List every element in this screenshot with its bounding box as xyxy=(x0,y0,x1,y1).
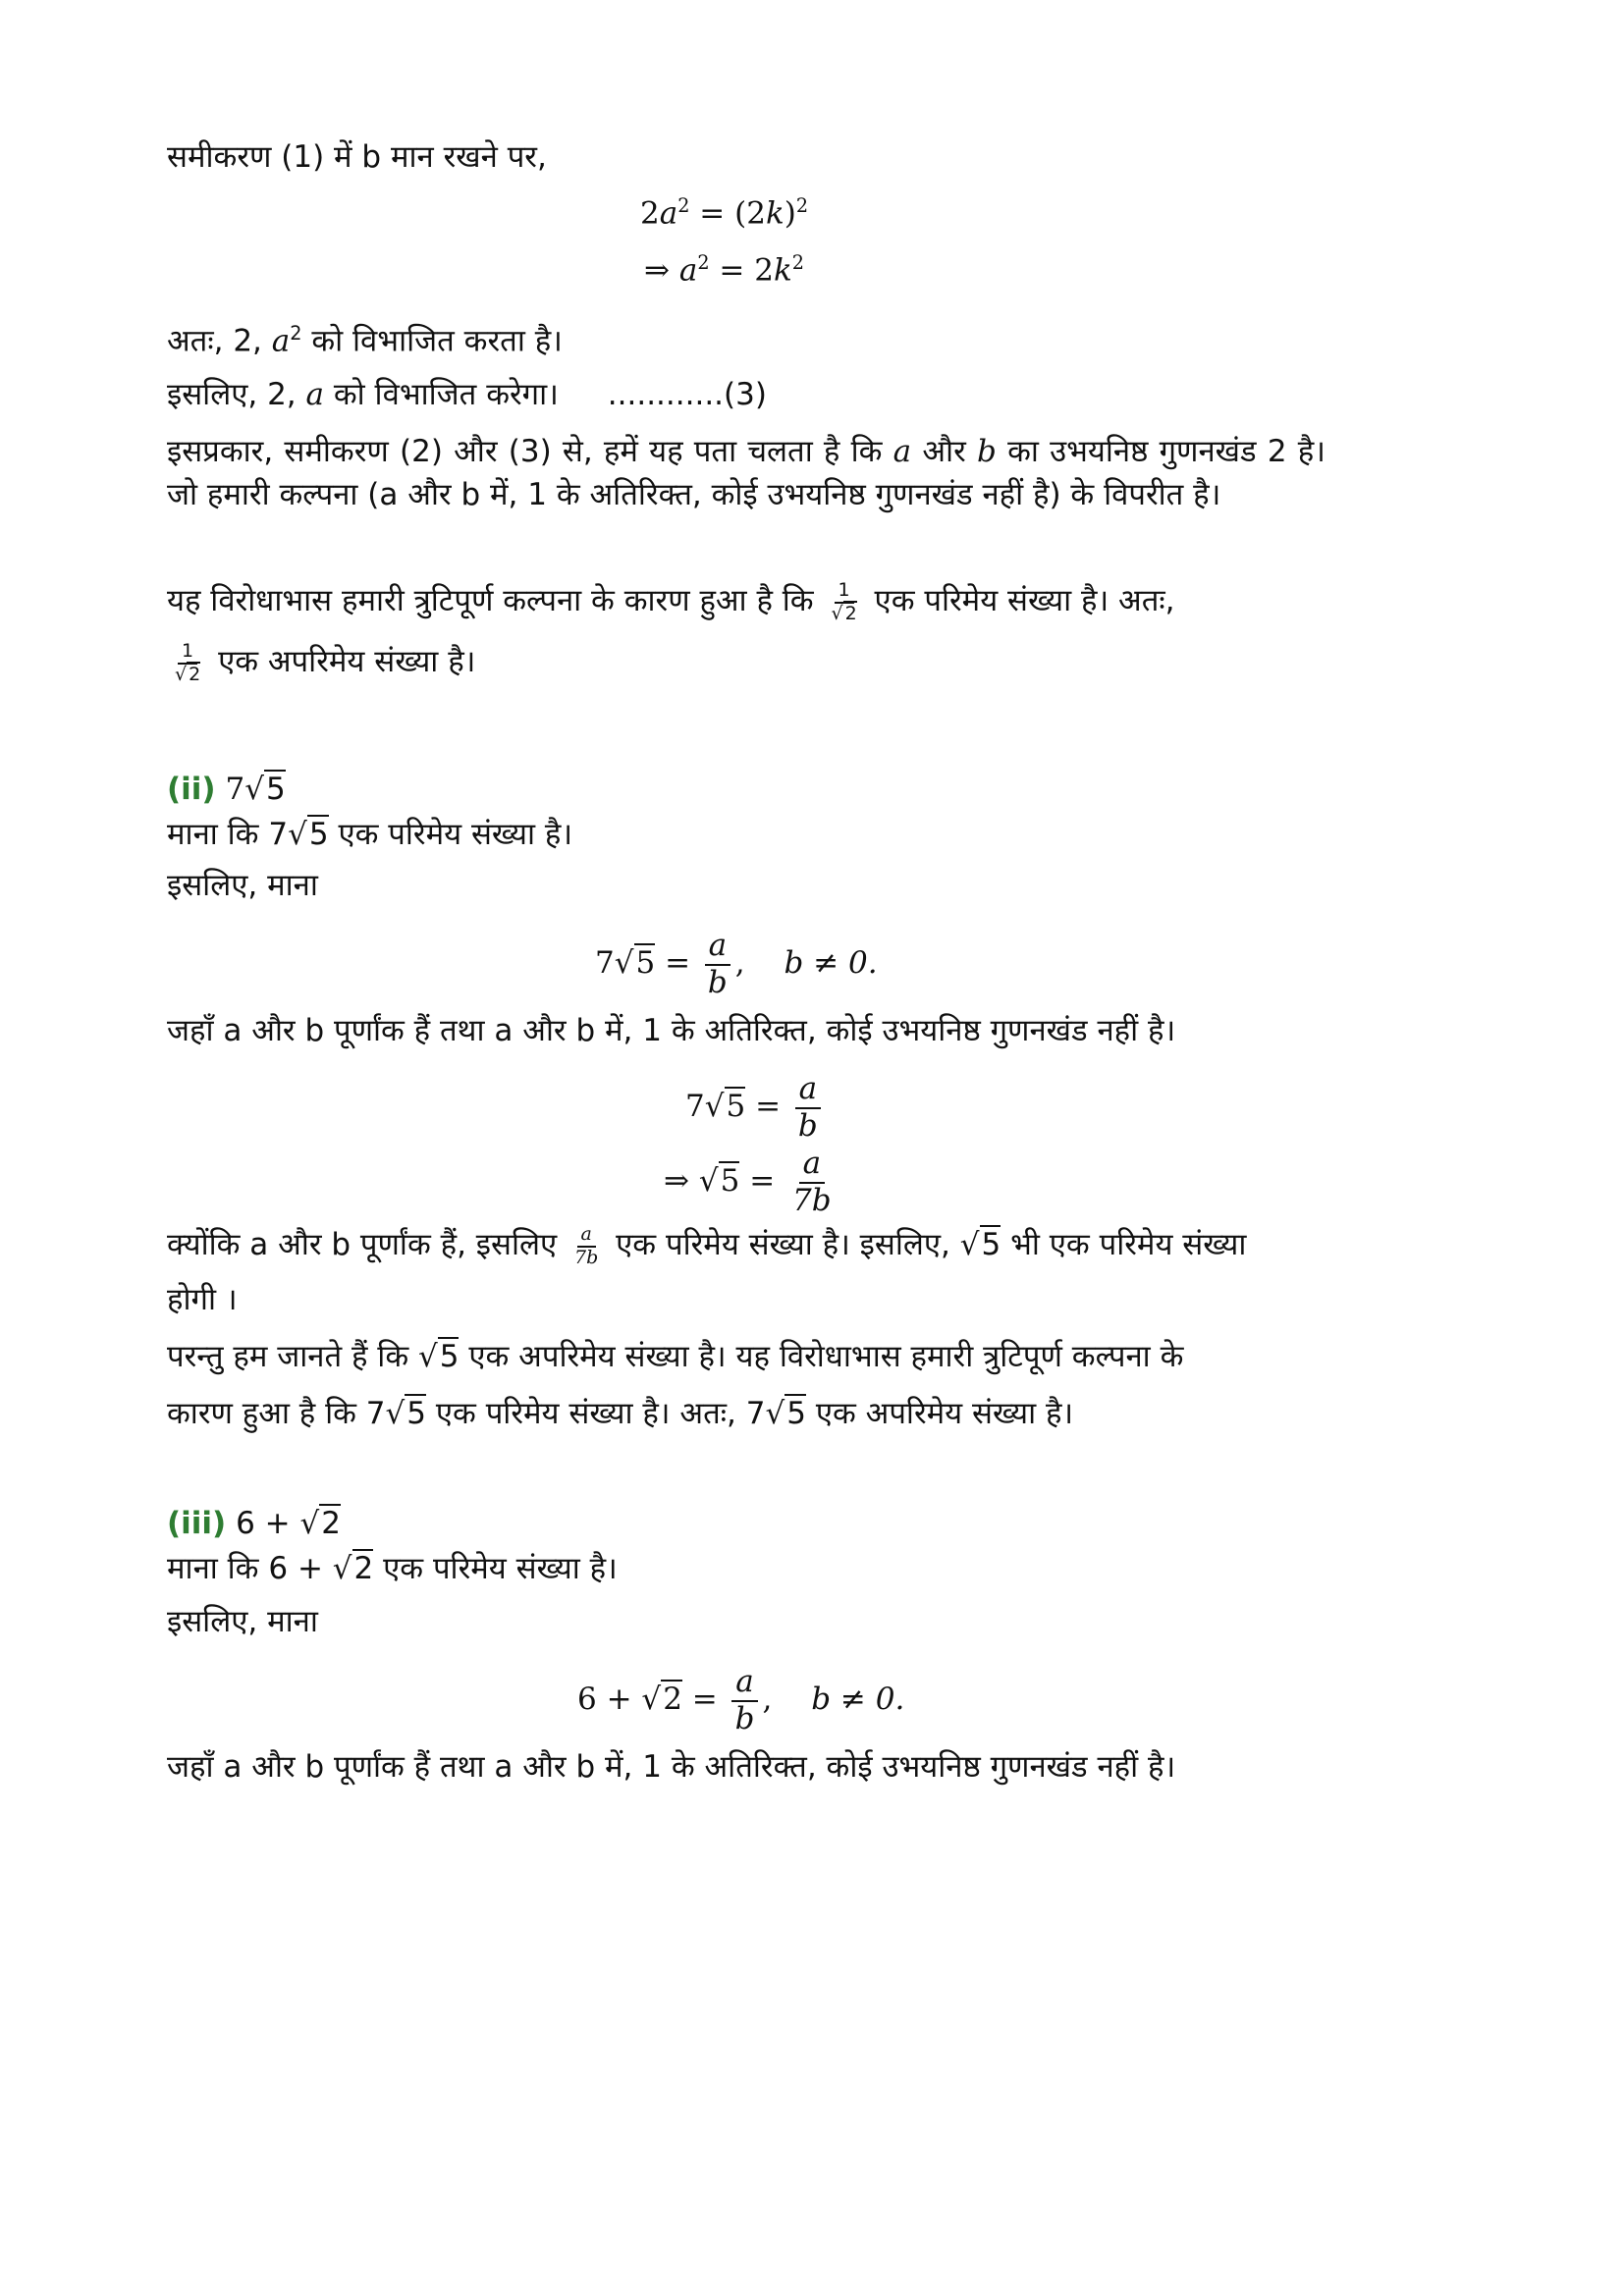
equation-6: 6 + √2 = $\frac{a}{b}$ , b ≠ 0. xyxy=(577,1664,905,1736)
text-line: माना कि 6 + √2 एक परिमेय संख्या है। xyxy=(167,1551,618,1586)
section-heading-iii: (iii) 6 + √2 xyxy=(167,1506,341,1541)
equation-5: ⇒ √5 = $\frac{a}{7b}$ xyxy=(664,1147,839,1218)
sentence: समीकरण (1) में b मान रखने पर, xyxy=(167,139,547,175)
section-heading-ii: (ii) 7√5 xyxy=(167,772,286,807)
text-line: अतः, 2, $a^2$ को विभाजित करता है। xyxy=(167,322,563,359)
fraction-a-over-b: $\frac{a}{b}$ xyxy=(794,1072,822,1144)
equation-3: 7√5 = $\frac{a}{b}$ , b ≠ 0. xyxy=(595,928,878,1000)
paragraph: इसप्रकार, समीकरण (2) और (3) से, हमें यह पता चलता है कि a और b का उभयनिष्ठ गुणनखंड 2 है। जो हमारी कल्पना (a और b में, 1 के अतिरिक्त, कोई उभयनिष्ठ गुणनखंड नहीं है) के विपरीत है। xyxy=(167,434,1325,512)
fraction-a-over-7b: $\frac{a}{7b}$ xyxy=(792,1146,832,1218)
fraction-1-over-root2: $\frac{1}{√ 2}$ xyxy=(175,639,201,685)
text-line: यह विरोधाभास हमारी त्रुटिपूर्ण कल्पना के कारण हुआ है कि $\frac{1}{√ 2}$ एक परिमेय संख्या है। अतः, xyxy=(167,578,1175,624)
text-line: परन्तु हम जानते हैं कि √5 एक अपरिमेय संख्या है। यह विरोधाभास हमारी त्रुटिपूर्ण कल्पना के xyxy=(167,1339,1184,1374)
text-line xyxy=(167,135,547,179)
text-line: होगी । xyxy=(167,1282,238,1317)
text-line: जहाँ a और b पूर्णांक हैं तथा a और b में, 1 के अतिरिक्त, कोई उभयनिष्ठ गुणनखंड नहीं है। xyxy=(167,1749,1176,1785)
fraction-a-over-b: $\frac{a}{b}$ xyxy=(731,1665,759,1736)
text-line: इसलिए, माना xyxy=(167,1604,318,1639)
fraction-a-over-b: $\frac{a}{b}$ xyxy=(704,929,731,1000)
text-line: जहाँ a और b पूर्णांक हैं तथा a और b में, 1 के अतिरिक्त, कोई उभयनिष्ठ गुणनखंड नहीं है। xyxy=(167,1013,1176,1048)
text-line: कारण हुआ है कि 7√5 एक परिमेय संख्या है। अतः, 7√5 एक अपरिमेय संख्या है। xyxy=(167,1396,1074,1431)
text-line: इसलिए, माना xyxy=(167,868,318,903)
equation-1: $2a^2 = (2k)^2$ xyxy=(640,194,809,232)
equation-4: 7√5 = $\frac{a}{b}$ xyxy=(685,1072,826,1144)
text-line: माना कि 7√5 एक परिमेय संख्या है। xyxy=(167,817,573,852)
text-line: $\frac{1}{√ 2}$ एक अपरिमेय संख्या है। xyxy=(167,640,475,685)
equation-2: ⇒ $a^2 = 2k^2$ xyxy=(644,251,804,289)
text-line: क्योंकि a और b पूर्णांक हैं, इसलिए $\frac{a}{7b}$ एक परिमेय संख्या है। इसलिए, √5 भी एक परिमेय संख्या xyxy=(167,1222,1247,1268)
fraction-a-over-7b: $\frac{a}{7b}$ xyxy=(574,1222,599,1268)
fraction-1-over-root2: $\frac{1}{√ 2}$ xyxy=(831,578,857,624)
text-line: इसलिए, 2, a को विभाजित करेगा। ............(3) xyxy=(167,377,767,412)
